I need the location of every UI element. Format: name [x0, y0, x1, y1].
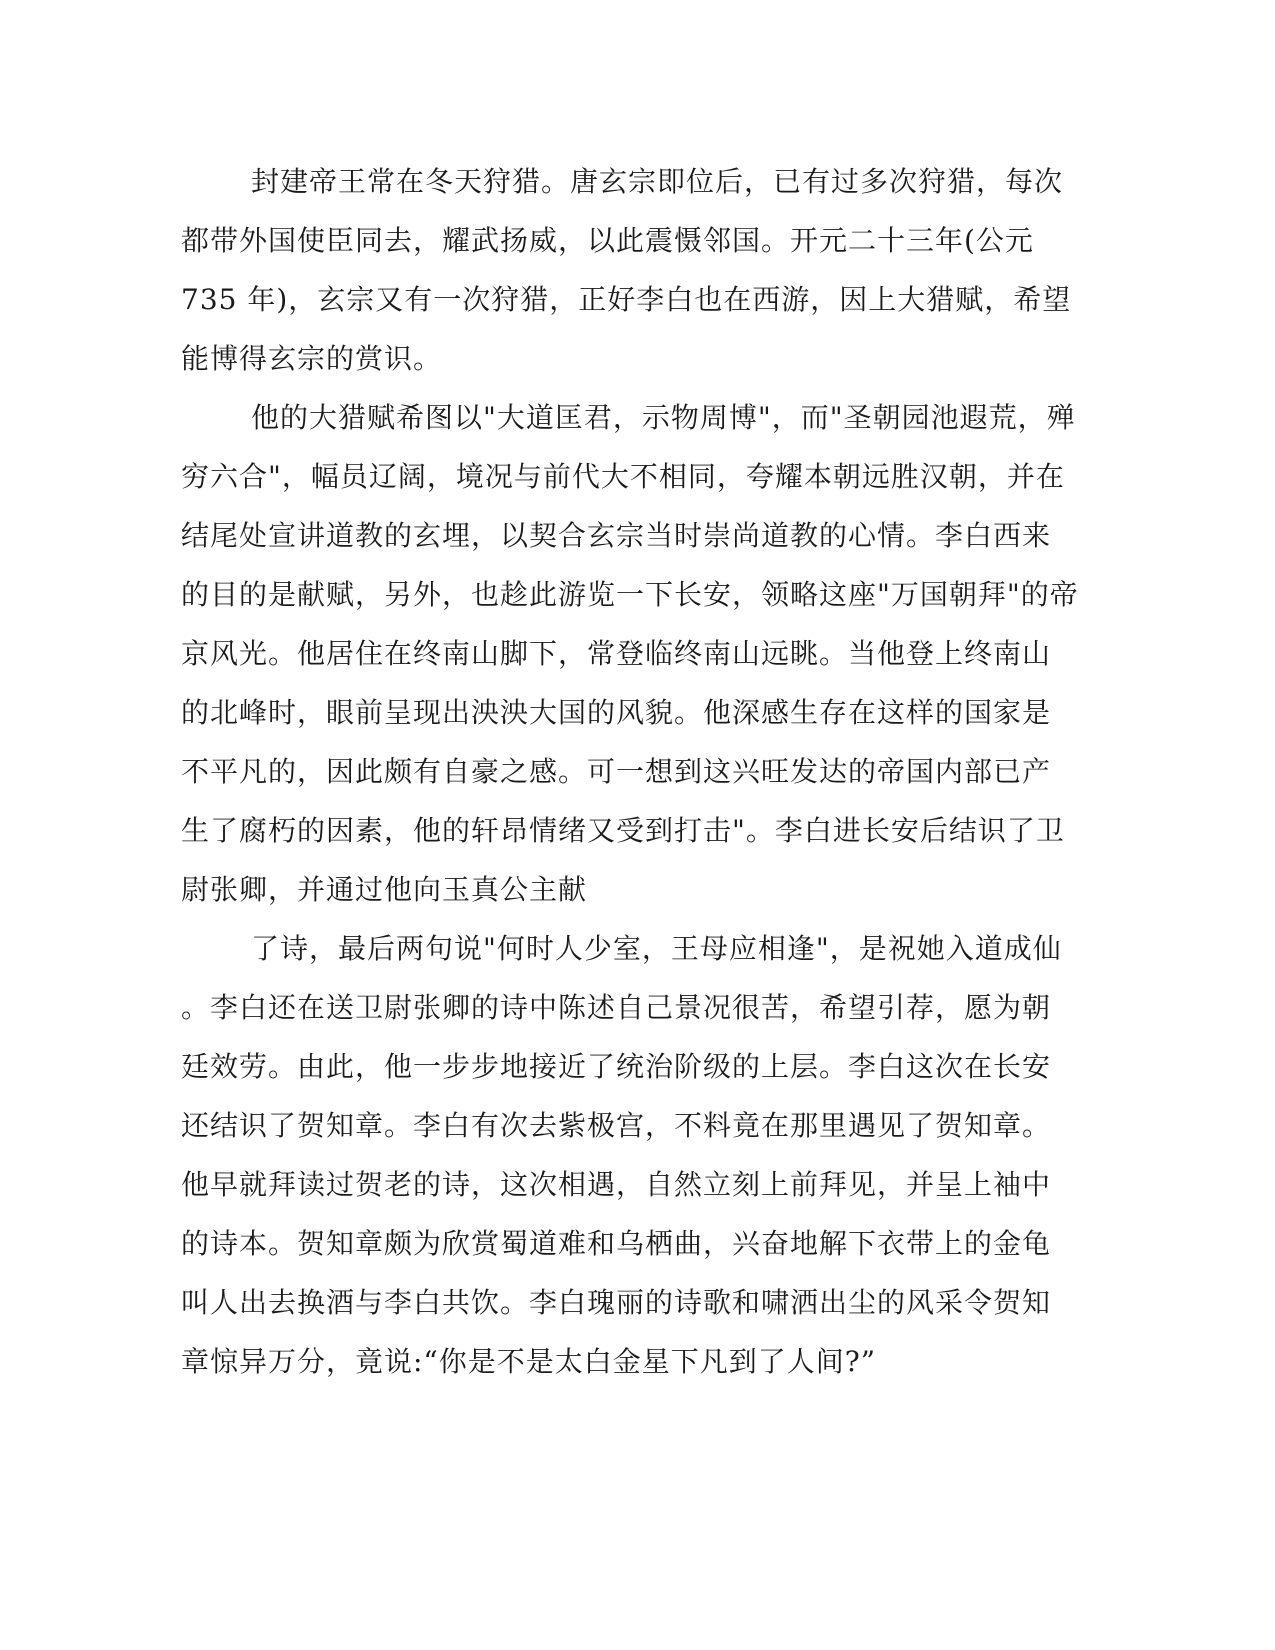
- text-line: 叫人出去换酒与李白共饮。李白瑰丽的诗歌和啸洒出尘的风采令贺知: [181, 1286, 1052, 1319]
- text-line: 生了腐朽的因素，他的轩昂情绪又受到打击"。李白进长安后结识了卫: [181, 814, 1065, 847]
- text-line: 他的大猎赋希图以"大道匡君，示物周博"，而"圣朝园池遐荒，殚: [251, 401, 1076, 434]
- text-line: 京风光。他居住在终南山脚下，常登临终南山远眺。当他登上终南山: [181, 637, 1052, 670]
- text-line: 穷六合"，幅员辽阔，境况与前代大不相同，夸耀本朝远胜汉朝，并在: [181, 460, 1065, 493]
- text-line: 章惊异万分，竟说:“你是不是太白金星下凡到了人间?”: [181, 1345, 877, 1378]
- text-line: 了诗，最后两句说"何时人少室，王母应相逢"，是祝她入道成仙: [251, 932, 1062, 965]
- text-line: 廷效劳。由此，他一步步地接近了统治阶级的上层。李白这次在长安: [181, 1050, 1052, 1083]
- text-line: 尉张卿，并通过他向玉真公主献: [181, 873, 588, 906]
- text-line: 735 年)，玄宗又有一次狩猎，正好李白也在西游，因上大猎赋，希望: [181, 283, 1072, 316]
- text-line: 的诗本。贺知章颇为欣赏蜀道难和乌栖曲，兴奋地解下衣带上的金龟: [181, 1227, 1052, 1260]
- text-line: 都带外国使臣同去，耀武扬威，以此震慑邻国。开元二十三年(公元: [181, 224, 1034, 257]
- text-line: 他早就拜读过贺老的诗，这次相遇，自然立刻上前拜见，并呈上袖中: [181, 1168, 1052, 1201]
- paragraph-2: [181, 398, 1079, 929]
- text-line: 不平凡的，因此颇有自豪之感。可一想到这兴旺发达的帝国内部已产: [181, 755, 1052, 788]
- text-line: 还结识了贺知章。李白有次去紫极宫，不料竟在那里遇见了贺知章。: [181, 1109, 1052, 1142]
- document-body: [181, 162, 1079, 1401]
- text-line: 的目的是献赋，另外，也趁此游览一下长安，领略这座"万国朝拜"的帝: [181, 578, 1079, 611]
- text-line: 封建帝王常在冬天狩猎。唐玄宗即位后，已有过多次狩猎，每次: [251, 165, 1064, 198]
- text-line: 结尾处宣讲道教的玄埋，以契合玄宗当时崇尚道教的心情。李白西来: [181, 519, 1052, 552]
- text-line: 。李白还在送卫尉张卿的诗中陈述自己景况很苦，希望引荐，愿为朝: [181, 991, 1052, 1024]
- paragraph-1: [181, 162, 1072, 398]
- text-line: 的北峰时，眼前呈现出泱泱大国的风貌。他深感生存在这样的国家是: [181, 696, 1052, 729]
- text-line: 能博得玄宗的赏识。: [181, 342, 443, 375]
- paragraph-3: [181, 929, 1062, 1401]
